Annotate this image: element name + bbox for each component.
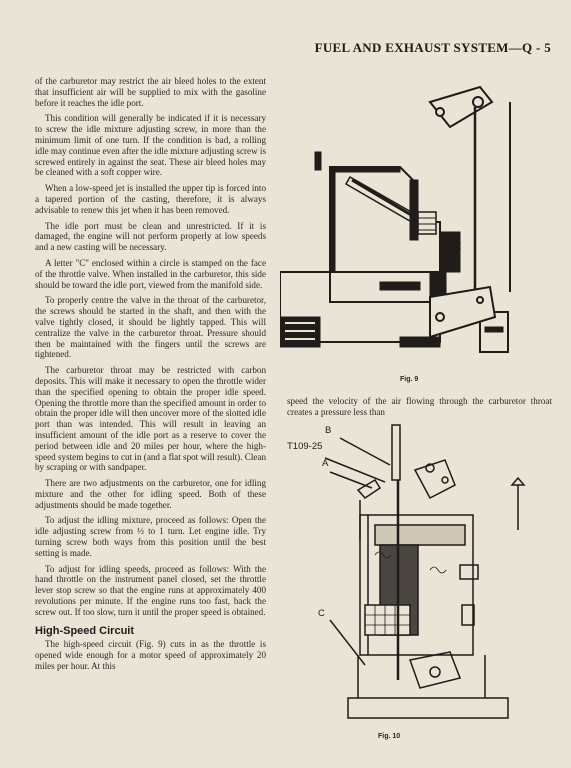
paragraph: To adjust for idling speeds, proceed as follows: With the hand throttle on the instrument panel closed, set the throttle lever stop screw so that the engine runs at approximately 400 revolutions per minute. If the engine runs too fast, back the screw out. If too slow, turn it until the proper speed is obtained. — [35, 563, 266, 617]
callout-a: A — [322, 458, 329, 469]
paragraph: The idle port must be clean and unrestricted. If it is damaged, the engine will not perform properly at low speeds and a new casting will be necessary. — [35, 220, 266, 253]
paragraph: The high-speed circuit (Fig. 9) cuts in as the throttle is opened wide enough for a motor speed of approximately 20 miles per hour. At this — [35, 639, 266, 672]
right-text-column — [287, 396, 552, 418]
paragraph: There are two adjustments on the carburetor, one for idling mixture and the other for idling speed. Both of these adjustments should be made together. — [35, 478, 266, 510]
figure-10-carburetor-assembly — [320, 420, 540, 730]
section-heading: High-Speed Circuit — [35, 624, 135, 637]
paragraph: When a low-speed jet is installed the upper tip is forced into a tapered portion of the casting, therefore, it is always advisable to renew this jet when it has been removed. — [35, 183, 266, 215]
paragraph: of the carburetor may restrict the air bleed holes to the extent that insufficient air will be supplied to mix with the gasoline before it reaches the idle port. — [35, 76, 266, 108]
paragraph: This condition will generally be indicated if it is necessary to screw the idle mixture adjusting screw, in more than the minimum limit of one turn. If the condition is bad, a rolling idle may continue even after the idle mixture adjusting screw is screwed entirely in against the seat. These air bleed holes may be cleaned with a soft copper wire. — [35, 113, 266, 178]
callout-c: C — [318, 608, 325, 619]
paragraph: To properly centre the valve in the throat of the carburetor, the screws should be started in the shaft, and then with the valve tightly closed, it should be lightly tapped. This will centralize the valve in the carburetor throat. Pressure should then be maintained with the fingers until the screws are tightened. — [35, 295, 266, 360]
paragraph: speed the velocity of the air flowing through the carburetor throat creates a pressure less than — [287, 396, 552, 417]
paragraph: To adjust the idling mixture, proceed as follows: Open the idle adjusting screw from ½ to 1 turn. Let engine idle. Try turning screw both ways from this position until the best setting is made. — [35, 515, 266, 558]
callout-t109-25: T109-25 — [287, 441, 323, 452]
left-text-column — [35, 76, 266, 677]
figure-9-carburetor-cutaway — [280, 72, 530, 372]
figure-10-caption: Fig. 10 — [378, 733, 401, 740]
paragraph: The carburetor throat may be restricted with carbon deposits. This will make it necessary to open the throttle wider than the specified opening to obtain the proper idle speed. Opening the throttle more than the specified amount in order to obtain the proper idle will then uncover more of the slotted idle port than was intended. This will result in leaving an insufficient amount of the idle port as a reserve to cover the period between idle and 20 miles per hour, where the high-speed system begins to cut in (and a flat spot will result). Clean by scraping or with sandpaper. — [35, 365, 266, 473]
callout-b: B — [325, 425, 332, 436]
running-head: FUEL AND EXHAUST SYSTEM—Q - 5 — [314, 40, 551, 55]
figure-9-caption: Fig. 9 — [400, 376, 419, 383]
paragraph: A letter "C" enclosed within a circle is stamped on the face of the throttle valve. When installed in the carburetor, this side should be toward the idle port, viewed from the manifold side. — [35, 257, 266, 290]
